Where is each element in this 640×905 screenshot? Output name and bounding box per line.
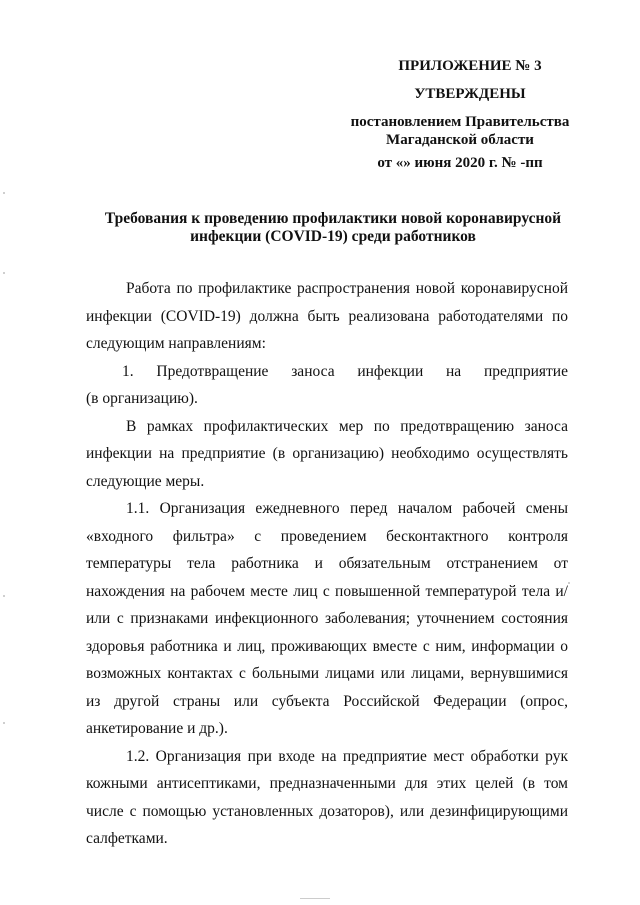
item-1 <box>86 358 568 413</box>
decree-reference <box>344 113 576 149</box>
item-1-word-4: на <box>446 362 462 380</box>
scan-mark <box>3 192 5 194</box>
paragraph-1-2: 1.2. Организация при входе на предприятие мест обработки рук кожными антисептиками, предназначенными для этих целей (в том числе с помощью установленных дозаторов), или дезинфицирующими салфетками. <box>86 747 568 847</box>
item-1-number: 1. <box>122 362 134 380</box>
title-line-1: Требования к проведению профилактики новой коронавирусной <box>104 210 562 227</box>
item-1-word-5: предприятие <box>483 362 568 380</box>
item-1-word-1: Предотвращение <box>156 362 269 380</box>
intro-paragraph: Работа по профилактике распространения новой коронавирусной инфекции (COVID-19) должна быть реализована работодателями по следующим направлениям: <box>86 280 568 352</box>
document-title <box>80 210 586 246</box>
decree-line-1: постановлением Правительства <box>350 114 570 130</box>
appendix-heading: ПРИЛОЖЕНИЕ № 3 <box>398 58 542 74</box>
item-1-word-2: заноса <box>291 362 335 380</box>
decree-date: от «» июня 2020 г. № -пп <box>377 155 543 171</box>
item-1-continuation: (в организацию). <box>86 390 198 407</box>
title-line-2: инфекции (COVID-19) среди работников <box>190 228 476 245</box>
scan-mark <box>3 595 5 597</box>
approved-heading: УТВЕРЖДЕНЫ <box>414 86 526 102</box>
scan-mark <box>3 272 5 274</box>
scan-mark <box>3 722 5 724</box>
decree-line-2: Магаданской области <box>386 132 534 148</box>
item-1-line <box>86 358 568 386</box>
paragraph-1-1: 1.1. Организация ежедневного перед началом рабочей смены «входного фильтра» с проведением бесконтактного контроля температуры тела работника и обязательным отстранением от нахождения на рабочем месте лиц с повышенной температурой тела и/или с признаками инфекционного заболевания; уточнением состояния здоровья работника и лиц, проживающих вместе с ним, информации о возможных контактах с больными лицами или лицами, вернувшимися из другой страны или субъекта Российской Федерации (опрос, анкетирование и др.). <box>86 500 568 737</box>
measures-paragraph: В рамках профилактических мер по предотвращению заноса инфекции на предприятие (в организацию) необходимо осуществлять следующие меры. <box>86 417 568 490</box>
footer-rule <box>300 898 330 899</box>
document-body <box>86 275 568 853</box>
scan-mark <box>568 582 570 584</box>
item-1-word-3: инфекции <box>357 362 424 380</box>
